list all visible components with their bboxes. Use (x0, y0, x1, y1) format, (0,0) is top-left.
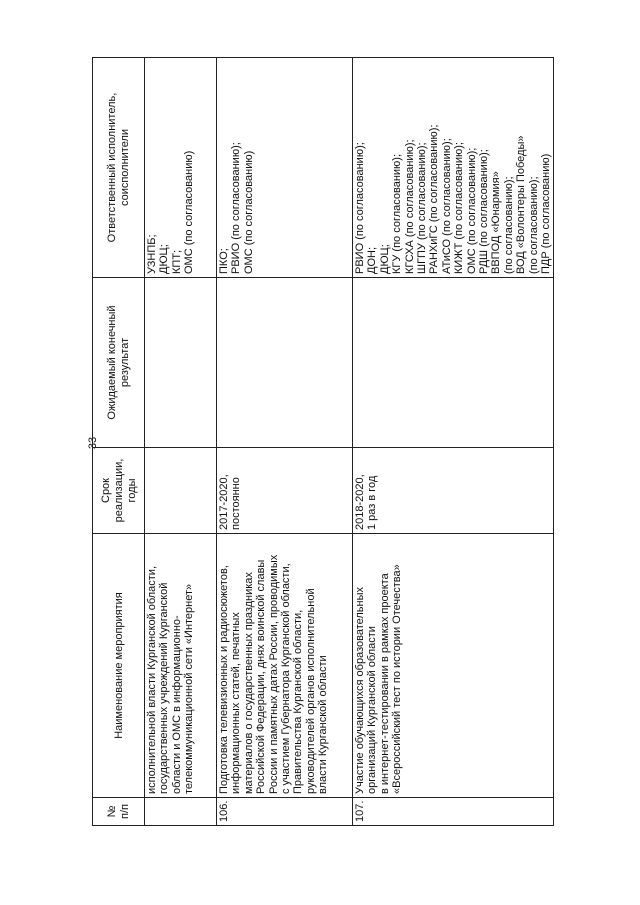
table-row (353, 58, 554, 826)
header-executors: Ответственный исполнитель, соисполнители (93, 58, 145, 278)
header-number: № п/п (93, 798, 145, 826)
cell-period: 2018-2020, 1 раз в год (353, 448, 554, 534)
rotated-table (92, 57, 553, 826)
cell-name: исполнительной власти Курганской области, государственных учреждений Курганской области и ОМС в информационно- телекоммуникационной сети «Интернет» (145, 534, 217, 798)
cell-number (145, 798, 217, 826)
cell-number: 107. (353, 798, 554, 826)
table-container (92, 57, 553, 826)
plan-table (92, 57, 554, 826)
cell-name: Участие обучающихся образовательных организаций Курганской области в интернет-тестировании в рамках проекта «Всероссийский тест по истории Отечества» (353, 534, 554, 798)
header-name: Наименование мероприятия (93, 534, 145, 798)
table-header-row (93, 58, 145, 826)
cell-period (145, 448, 217, 534)
cell-executors: РВИО (по согласованию); ДОН; ДЮЦ; КГУ (по согласованию); КГСХА (по согласованию); ШГПУ (по согласованию); РАНХиГС (по согласованию); АТиСО (по согласованию); КИЖТ (по согласованию); ОМС (по согласованию); РДШ (по согласованию); ВВПОД «Юнармия» (по согласованию); ВОД «Волонтеры Победы» (по согласованию); ПДР (по согласованию) (353, 58, 554, 278)
cell-period: 2017-2020, постоянно (217, 448, 353, 534)
cell-result (217, 278, 353, 448)
page-number: 33 (87, 436, 99, 450)
cell-executors: ПКО; РВИО (по согласованию); ОМС (по согласованию) (217, 58, 353, 278)
cell-number: 106. (217, 798, 353, 826)
header-result: Ожидаемый конечный результат (93, 278, 145, 448)
cell-result (353, 278, 554, 448)
table-row (217, 58, 353, 826)
cell-executors: УЗНПБ; ДЮЦ; КПТ; ОМС (по согласованию) (145, 58, 217, 278)
cell-result (145, 278, 217, 448)
header-period: Срок реализации, годы (93, 448, 145, 534)
table-row (145, 58, 217, 826)
cell-name: Подготовка телевизионных и радиосюжетов, информационных статей, печатных материалов о государственных праздниках Российской Федерации, днях воинской славы России и памятных датах России, проводимых с участием Губернатора Курганской области, Правительства Курганской области, руководителей органов исполнительной власти Курганской области (217, 534, 353, 798)
